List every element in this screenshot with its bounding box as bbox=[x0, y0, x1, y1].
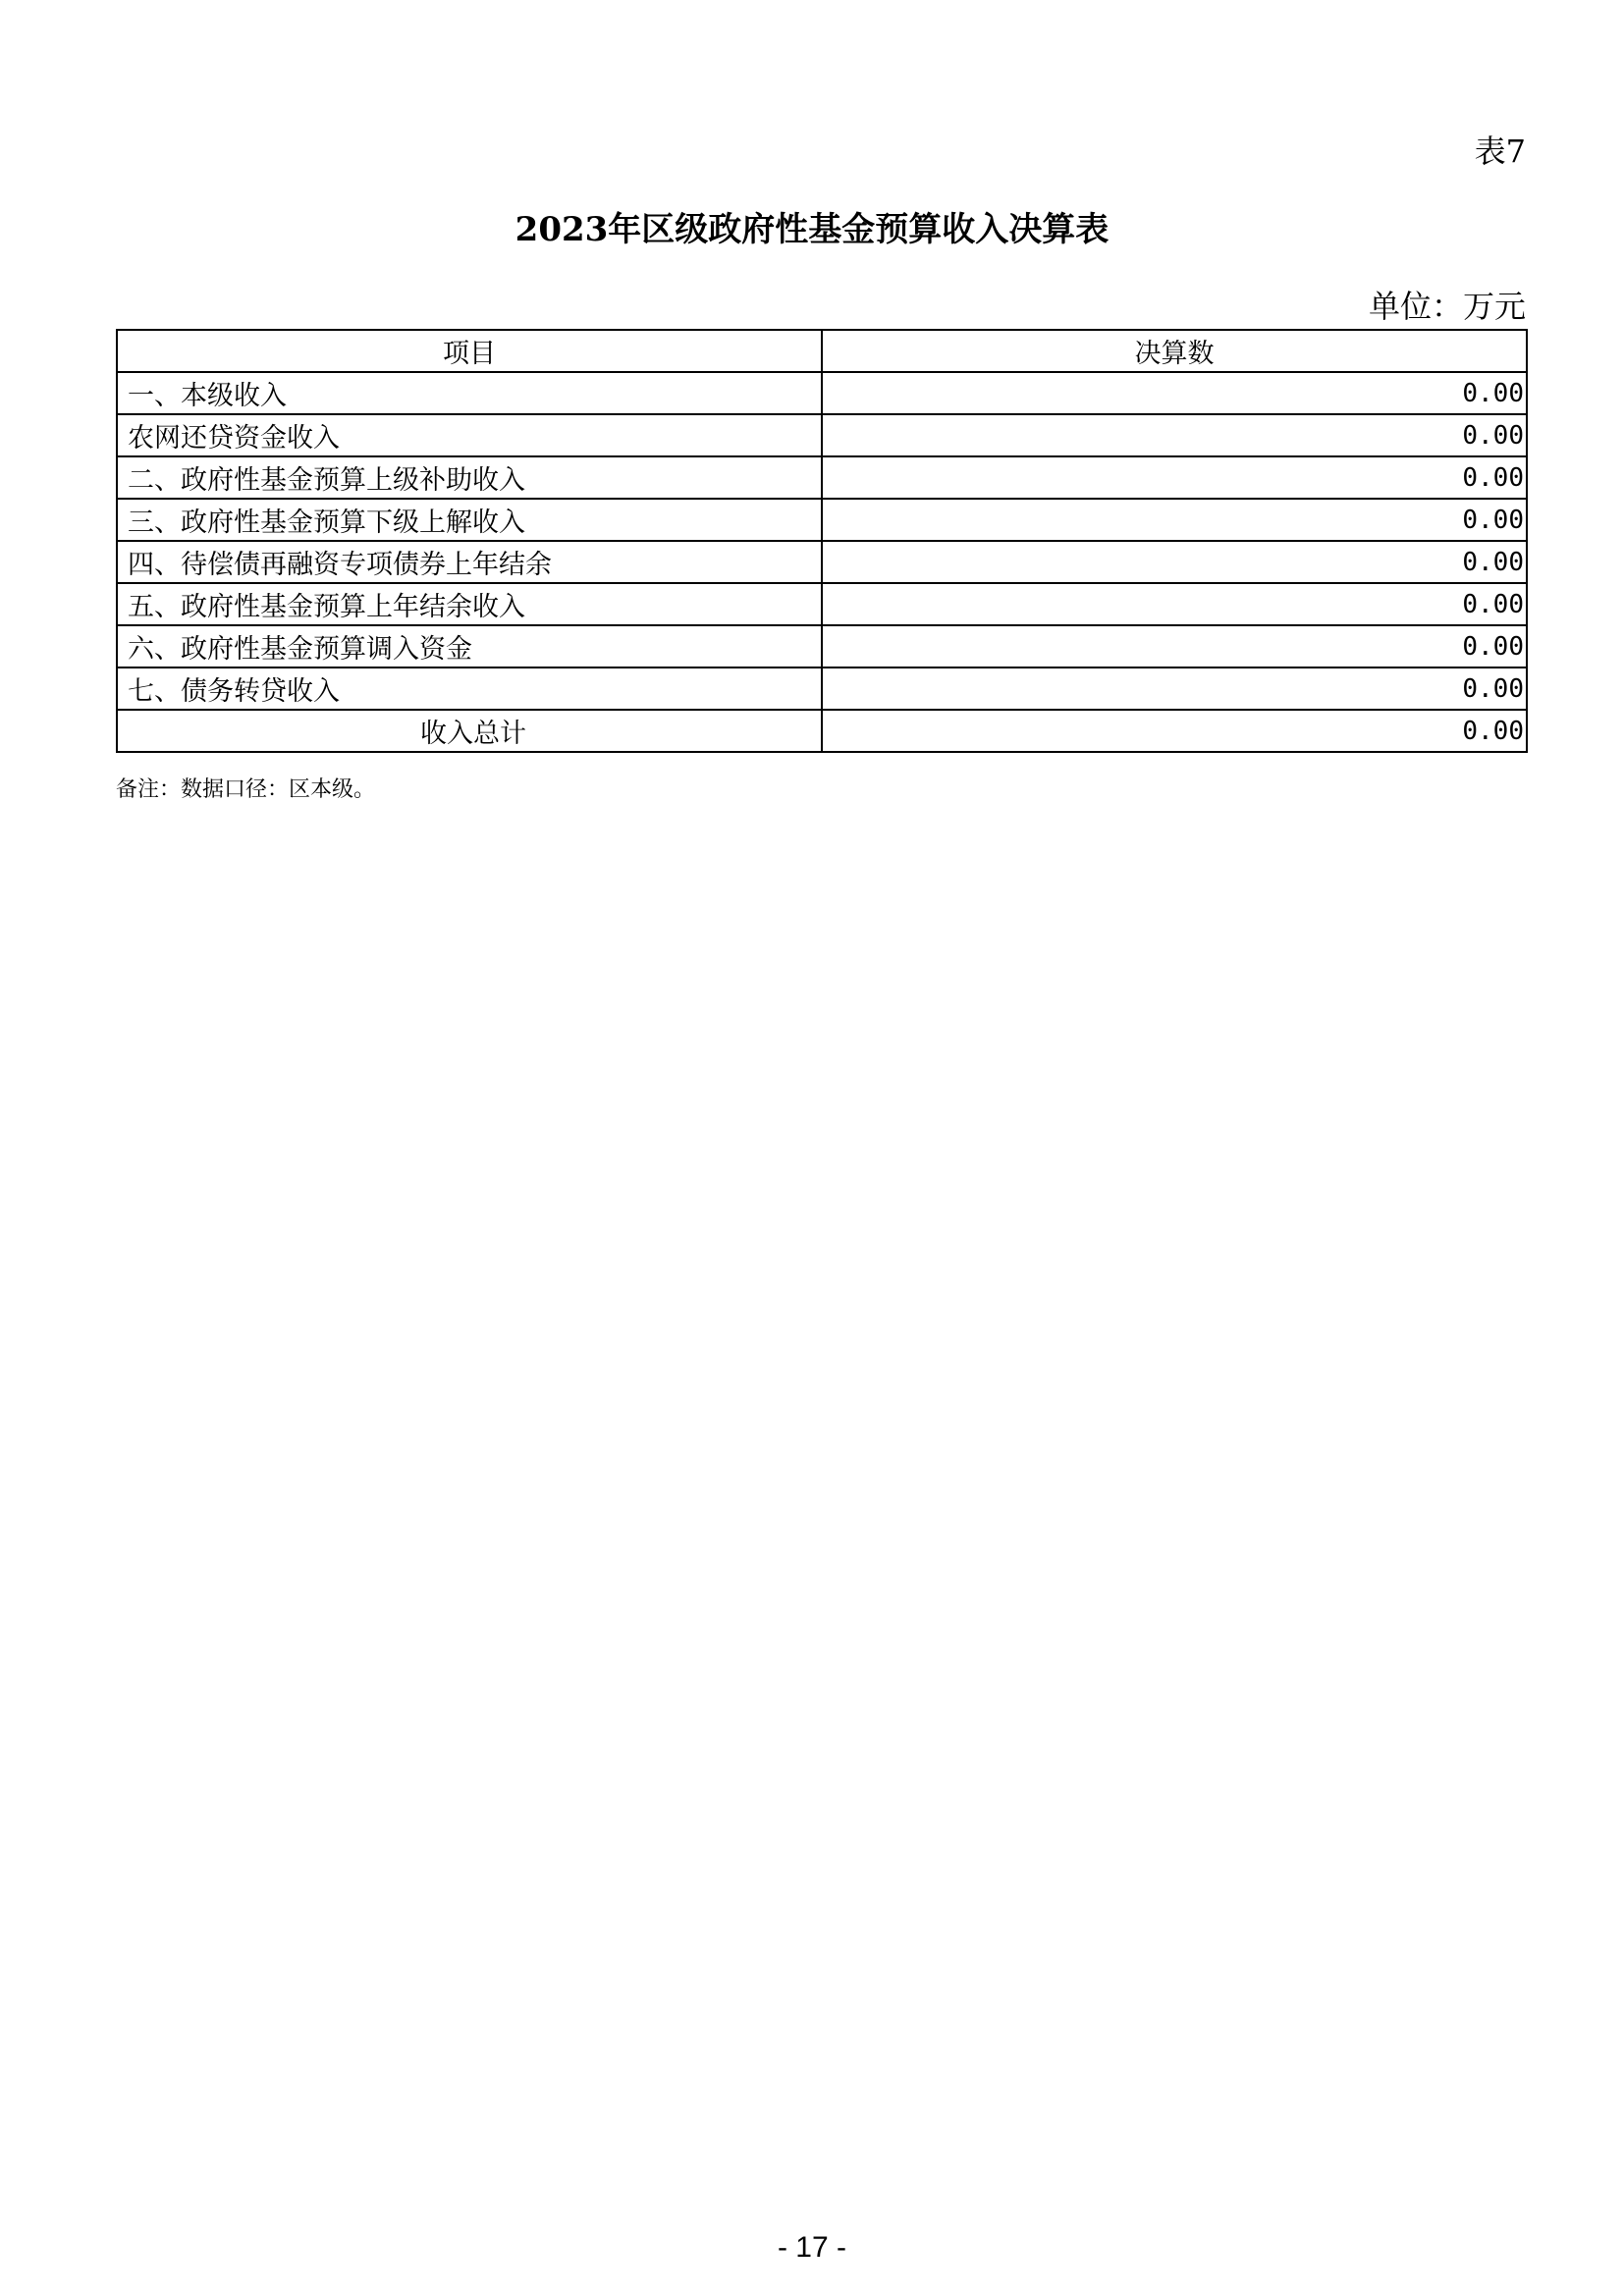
row-item: 四、待偿债再融资专项债券上年结余 bbox=[117, 541, 822, 583]
total-amount: 0.00 bbox=[822, 710, 1527, 752]
row-amount: 0.00 bbox=[822, 499, 1527, 541]
row-amount: 0.00 bbox=[822, 414, 1527, 456]
unit-label: 单位：万元 bbox=[1368, 288, 1526, 325]
table-row bbox=[117, 499, 1527, 541]
row-item: 三、政府性基金预算下级上解收入 bbox=[117, 499, 822, 541]
row-amount: 0.00 bbox=[822, 372, 1527, 414]
row-item: 六、政府性基金预算调入资金 bbox=[117, 625, 822, 667]
row-amount: 0.00 bbox=[822, 456, 1527, 499]
total-row bbox=[117, 710, 1527, 752]
page-title: 2023年区级政府性基金预算收入决算表 bbox=[514, 210, 1110, 249]
row-item: 一、本级收入 bbox=[117, 372, 822, 414]
table-row bbox=[117, 414, 1527, 456]
table-number: 表7 bbox=[1474, 133, 1526, 170]
table-row bbox=[117, 667, 1527, 710]
table-row bbox=[117, 625, 1527, 667]
row-amount: 0.00 bbox=[822, 667, 1527, 710]
row-amount: 0.00 bbox=[822, 625, 1527, 667]
table-row bbox=[117, 541, 1527, 583]
row-amount: 0.00 bbox=[822, 583, 1527, 625]
table-row bbox=[117, 583, 1527, 625]
column-header-item: 项目 bbox=[117, 330, 822, 372]
page-number: - 17 - bbox=[777, 2231, 847, 2264]
row-amount: 0.00 bbox=[822, 541, 1527, 583]
total-label: 收入总计 bbox=[117, 710, 822, 752]
table-row bbox=[117, 456, 1527, 499]
row-item: 农网还贷资金收入 bbox=[117, 414, 822, 456]
column-header-amount: 决算数 bbox=[822, 330, 1527, 372]
budget-table bbox=[116, 329, 1528, 753]
table-header-row bbox=[117, 330, 1527, 372]
row-item: 七、债务转贷收入 bbox=[117, 667, 822, 710]
table-row bbox=[117, 372, 1527, 414]
row-item: 二、政府性基金预算上级补助收入 bbox=[117, 456, 822, 499]
table-note: 备注：数据口径：区本级。 bbox=[116, 777, 376, 802]
row-item: 五、政府性基金预算上年结余收入 bbox=[117, 583, 822, 625]
